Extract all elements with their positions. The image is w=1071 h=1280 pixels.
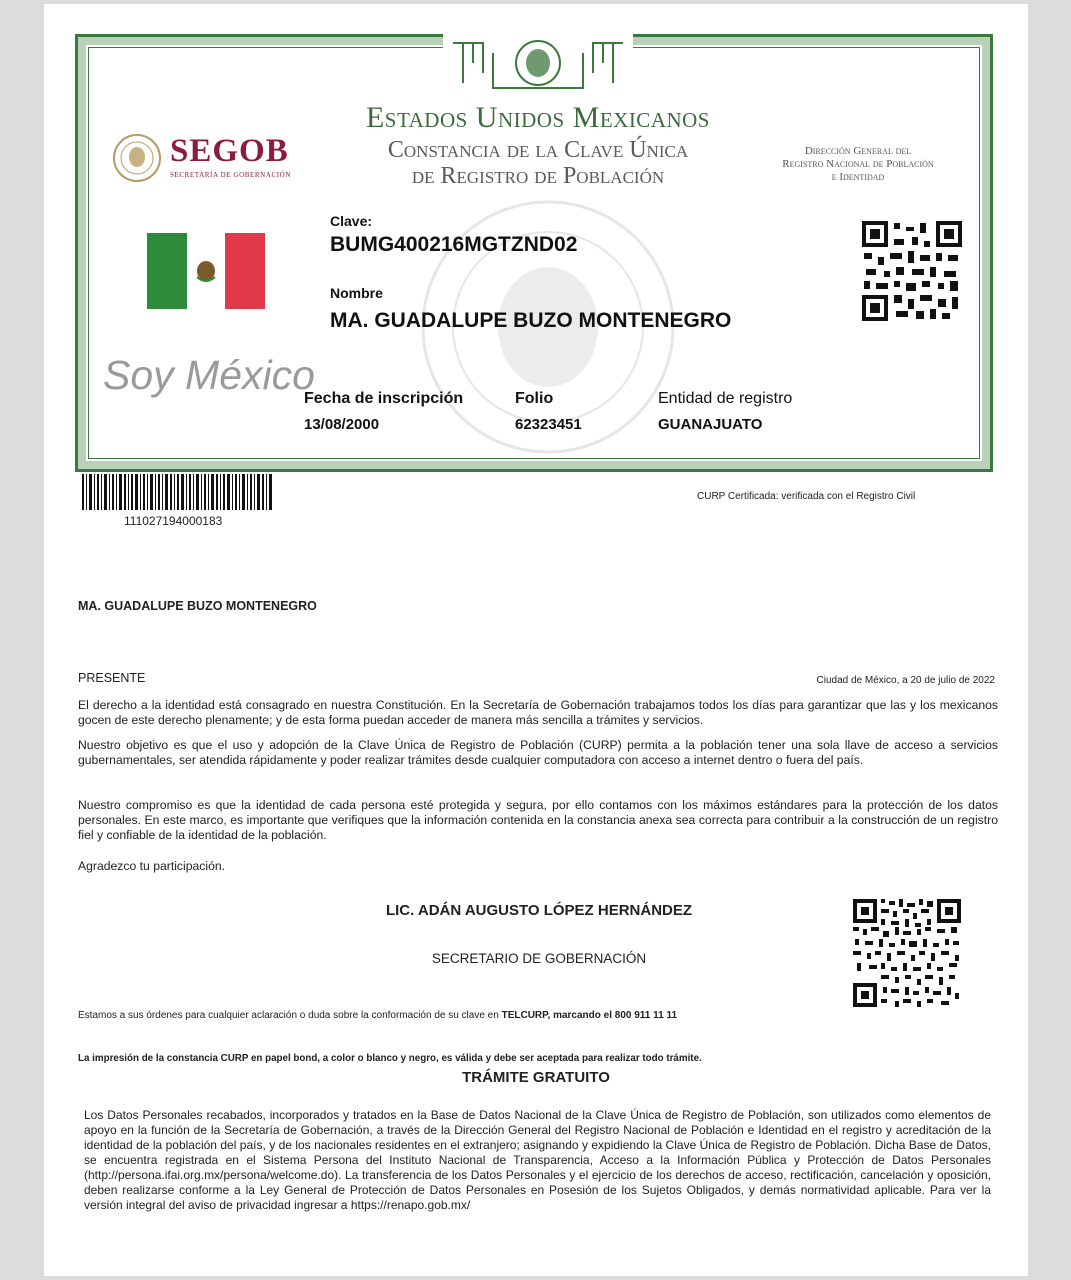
segob-logo-text: SEGOB xyxy=(170,133,289,169)
national-crest-icon xyxy=(443,33,633,97)
recipient-name: MA. GUADALUPE BUZO MONTENEGRO xyxy=(78,599,317,613)
place-date: Ciudad de México, a 20 de julio de 2022 xyxy=(816,675,995,686)
paragraph-1: El derecho a la identidad está consagrado en nuestra Constitución. En la Secretaría de Gobernación trabajamos todos los días para garantizar que las y los mexicanos gocen de este derecho plenamente; y de esta forma puedan acceder de manera más sencilla a trámites y servicios. xyxy=(78,698,998,727)
barcode-number: 111027194000183 xyxy=(124,514,223,528)
nombre-value: MA. GUADALUPE BUZO MONTENEGRO xyxy=(330,309,732,332)
signer-title: SECRETARIO DE GOBERNACIÓN xyxy=(431,951,647,966)
segob-subtitle: SECRETARÍA DE GOBERNACIÓN xyxy=(170,171,291,179)
privacy-notice: Los Datos Personales recabados, incorporados y tratados en la Base de Datos Nacional de la Clave Única de Registro de Población, son utilizados como elementos de apoyo en la función de la Secretaría de Gobernación, a través de la Dirección General del Registro Nacional de Población e Identidad en el registro y acreditación de la identidad de la población del país, y de los nacionales residentes en el extranjero; asignando y expidiendo la Clave Única de Registro de Población. Dicha Base de Datos, se encuentra registrada en el Sistema Persona del Instituto Nacional de Transparencia, Acceso a la Información Pública y Protección de Datos Personales (http://persona.ifai.org.mx/persona/welcome.do). La transferencia de los Datos Personales y el ejercicio de los derechos de acceso, rectificación, cancelación y oposición, deben realizarse conforme a la Ley General de Protección de Datos Personales en Posesión de los Sujetos Obligados, y demás normatividad aplicable. Para ver la versión integral del aviso de privacidad ingresar a https://renapo.gob.mx/ xyxy=(84,1108,991,1212)
fecha-value: 13/08/2000 xyxy=(304,416,380,433)
barcode-icon xyxy=(82,474,272,510)
paragraph-2: Nuestro objetivo es que el uso y adopción de la Clave Única de Registro de Población (CURP) permita a la población tener una sola llave de acceso a servicios gubernamentales, ser atendida rápidamente y poder realizar trámites desde cualquier computadora con acceso a internet dentro o fuera del país. xyxy=(78,738,998,767)
contact-line: Estamos a sus órdenes para cualquier aclaración o duda sobre la conformación de su clave en TELCURP, marcando el 800 911 11 11 xyxy=(78,1010,678,1021)
document-title: Constancia de la Clave Única de Registro de Población xyxy=(387,137,689,189)
signer-name: LIC. ADÁN AUGUSTO LÓPEZ HERNÁNDEZ xyxy=(385,902,693,919)
mexican-flag-icon xyxy=(147,233,265,309)
clave-value: BUMG400216MGTZND02 xyxy=(330,233,578,256)
curp-certificate xyxy=(75,34,993,472)
entidad-value: GUANAJUATO xyxy=(658,416,763,433)
clave-label: Clave: xyxy=(330,213,373,229)
certificate-qr-code-icon xyxy=(860,219,964,323)
country-title: Estados Unidos Mexicanos xyxy=(365,101,710,134)
paragraph-3: Nuestro compromiso es que la identidad de cada persona esté protegida y segura, por ello contamos con los máximos estándares para la protección de los datos personales. En este marco, es importante que verifiques que la información contenida en la constancia anexa sea correcta para contribuir a la construcción de un registro fiel y confiable de la identidad de la población. xyxy=(78,798,998,842)
soy-mexico-slogan: Soy México xyxy=(103,352,315,398)
thanks-text: Agradezco tu participación. xyxy=(78,859,226,873)
fecha-label: Fecha de inscripción xyxy=(304,390,464,407)
entidad-label: Entidad de registro xyxy=(658,390,793,407)
mexican-coat-of-arms-icon xyxy=(112,133,162,183)
folio-value: 62323451 xyxy=(515,416,582,433)
agency-name: Dirección General del Registro Nacional de Población e Identidad xyxy=(782,145,934,183)
folio-label: Folio xyxy=(515,390,554,407)
letter-qr-code-icon xyxy=(851,897,963,1009)
certified-note: CURP Certificada: verificada con el Registro Civil xyxy=(697,491,916,502)
presente-label: PRESENTE xyxy=(78,671,146,685)
free-procedure: TRÁMITE GRATUITO xyxy=(462,1069,610,1086)
document-page xyxy=(44,4,1028,1276)
nombre-label: Nombre xyxy=(330,285,383,301)
validity-note: La impresión de la constancia CURP en papel bond, a color o blanco y negro, es válida y debe ser aceptada para realizar todo trámite. xyxy=(78,1053,702,1064)
